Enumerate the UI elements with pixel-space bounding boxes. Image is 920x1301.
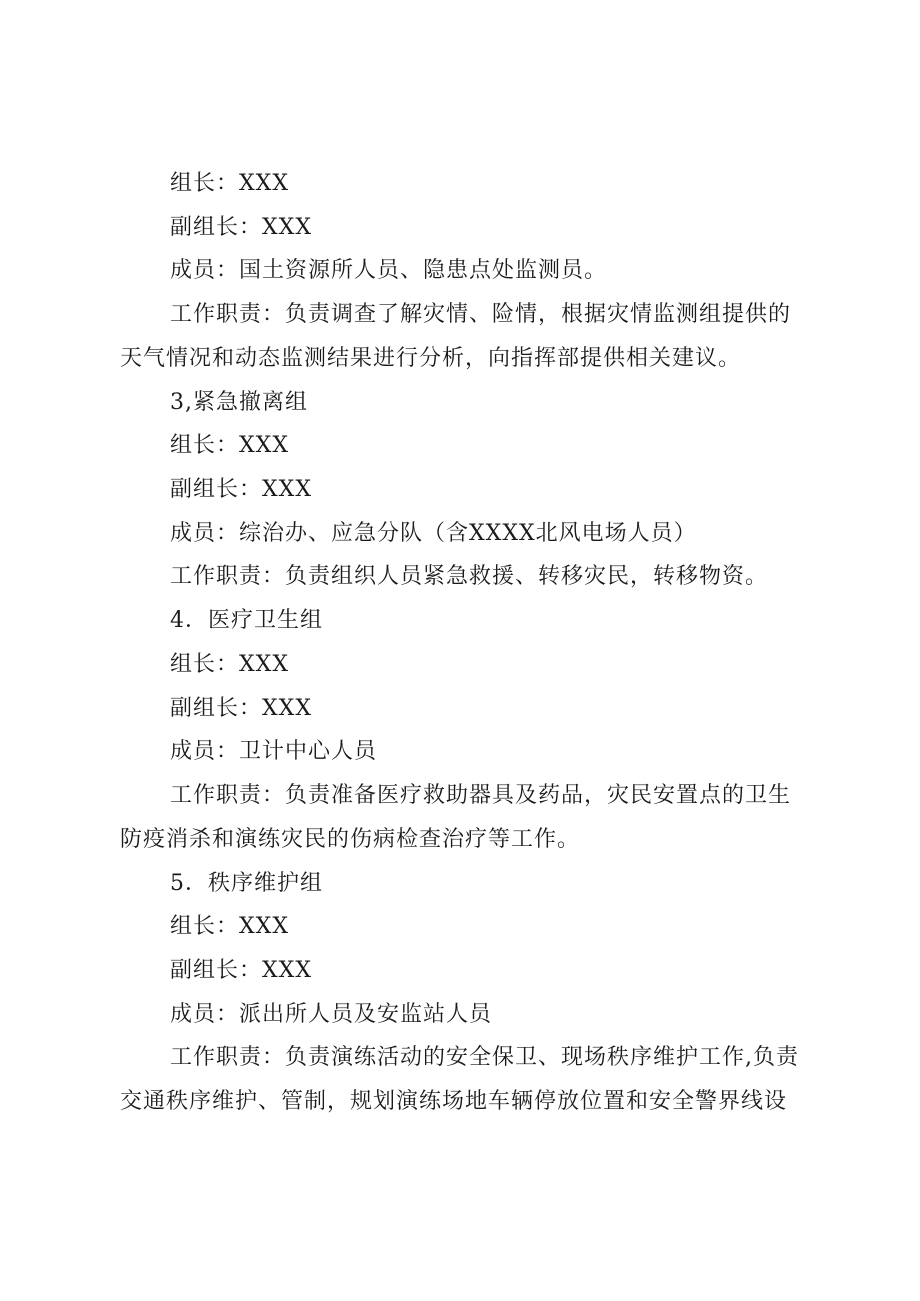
deputy-leader-line: 副组长：XXX <box>170 696 312 721</box>
members-line: 成员：国土资源所人员、隐患点处监测员。 <box>170 258 608 283</box>
members-line: 成员：卫计中心人员 <box>170 739 378 764</box>
group-leader-line: 组长：XXX <box>170 433 289 458</box>
deputy-leader-line: 副组长：XXX <box>170 477 312 502</box>
duty-line-continued: 交通秩序维护、管制，规划演练场地车辆停放位置和安全警界线设 <box>120 1089 788 1114</box>
deputy-leader-line: 副组长：XXX <box>170 958 312 983</box>
section-heading: 5．秩序维护组 <box>170 871 323 896</box>
group-leader-line: 组长：XXX <box>170 914 289 939</box>
duty-line: 工作职责：负责演练活动的安全保卫、现场秩序维护工作,负责 <box>170 1045 799 1070</box>
section-heading: 3,紧急撤离组 <box>170 390 308 415</box>
group-leader-line: 组长：XXX <box>170 171 289 196</box>
deputy-leader-line: 副组长：XXX <box>170 215 312 240</box>
members-line: 成员：派出所人员及安监站人员 <box>170 1002 493 1027</box>
duty-line: 工作职责：负责调查了解灾情、险情，根据灾情监测组提供的 <box>170 302 792 327</box>
group-leader-line: 组长：XXX <box>170 652 289 677</box>
duty-line-continued: 天气情况和动态监测结果进行分析，向指挥部提供相关建议。 <box>120 346 742 371</box>
section-heading: 4．医疗卫生组 <box>170 608 323 633</box>
duty-line: 工作职责：负责准备医疗救助器具及药品，灾民安置点的卫生 <box>170 783 792 808</box>
duty-line-continued: 防疫消杀和演练灾民的伤病检查治疗等工作。 <box>120 827 581 852</box>
duty-line: 工作职责：负责组织人员紧急救援、转移灾民，转移物资。 <box>170 564 769 589</box>
members-line: 成员：综治办、应急分队（含XXXX北风电场人员） <box>170 521 697 546</box>
